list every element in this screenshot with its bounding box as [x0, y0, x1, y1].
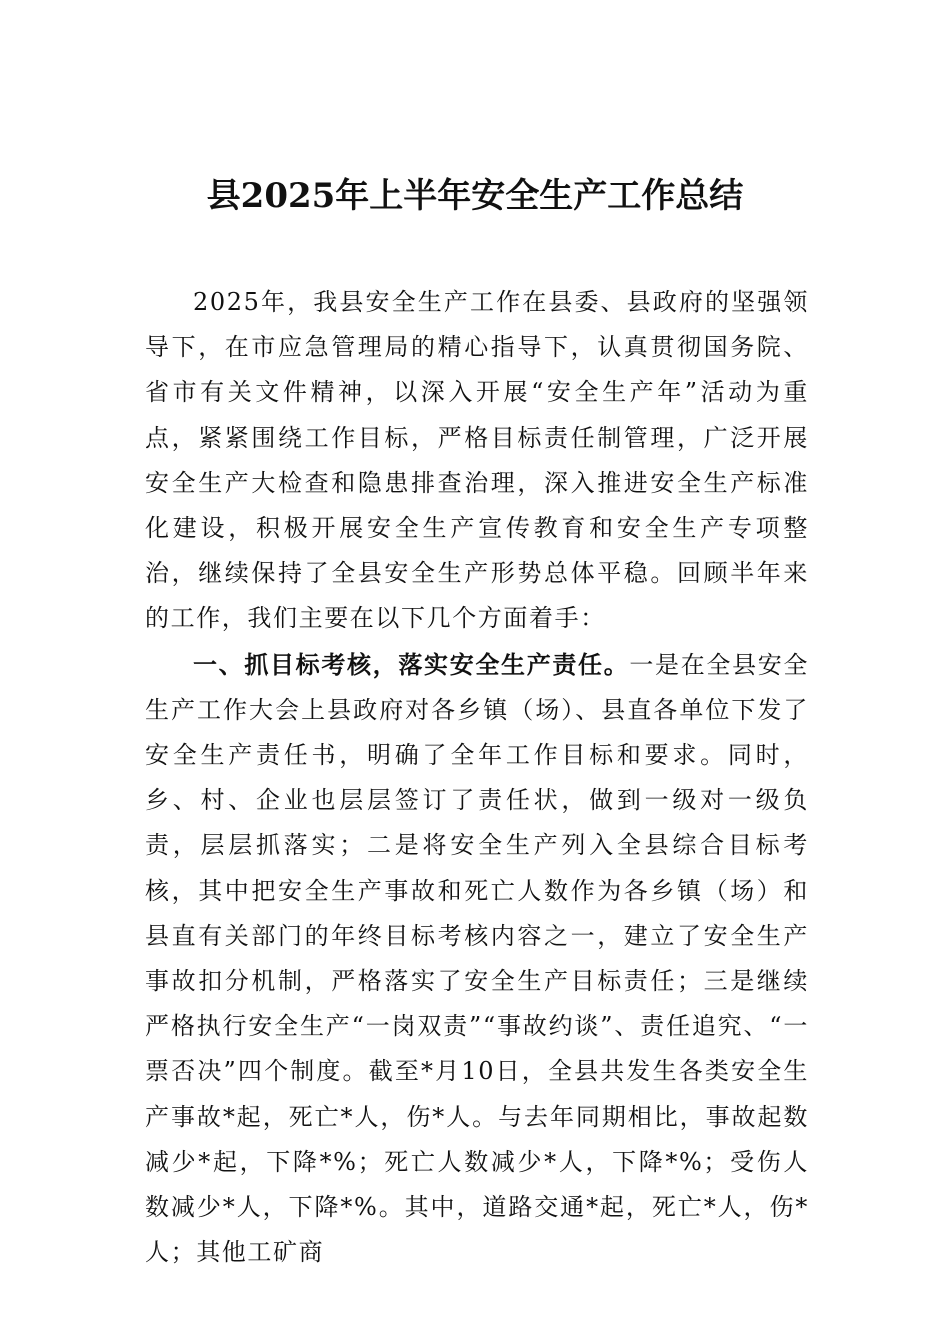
section-heading: 一、抓目标考核，落实安全生产责任。: [193, 649, 630, 679]
paragraph-text: 一是在全县安全生产工作大会上县政府对各乡镇（场）、县直各单位下发了安全生产责任书，明确了全年工作目标和要求。同时，乡、村、企业也层层签订了责任状，做到一级对一级负责，层层抓落实；二是将安全生产列入全县综合目标考核，其中把安全生产事故和死亡人数作为各乡镇（场）和县直有关部门的年终目标考核内容之一，建立了安全生产事故扣分机制，严格落实了安全生产目标责任；三是继续严格执行安全生产“一岗双责”“事故约谈”、责任追究、“一票否决”四个制度。截至*月10日，全县共发生各类安全生产事故*起，死亡*人，伤*人。与去年同期相比，事故起数减少*起，下降*%；死亡人数减少*人，下降*%；受伤人数减少*人，下降*%。其中，道路交通*起，死亡*人，伤*人；其他工矿商: [145, 650, 810, 1267]
paragraph-section-1: [145, 642, 809, 1276]
document-title: 县2025年上半年安全生产工作总结: [206, 176, 744, 216]
document-body: [145, 280, 809, 1275]
paragraph-text: 2025年，我县安全生产工作在县委、县政府的坚强领导下，在市应急管理局的精心指导下，认真贯彻国务院、省市有关文件精神，以深入开展“安全生产年”活动为重点，紧紧围绕工作目标，严格目标责任制管理，广泛开展安全生产大检查和隐患排查治理，深入推进安全生产标准化建设，积极开展安全生产宣传教育和安全生产专项整治，继续保持了全县安全生产形势总体平稳。回顾半年来的工作，我们主要在以下几个方面着手：: [145, 288, 809, 633]
paragraph-intro: [145, 280, 809, 642]
